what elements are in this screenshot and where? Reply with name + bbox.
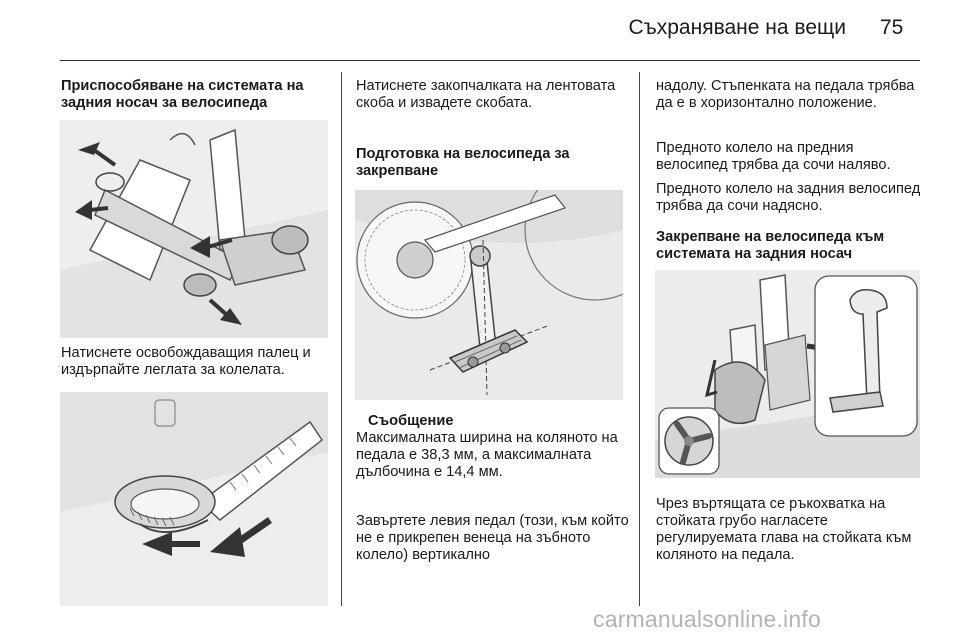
section-heading-attach-bicycle: Закрепване на велосипеда към системата на задния носач bbox=[656, 229, 885, 262]
instruction-rotate-pedal: Завъртете левия педал (този, към който не е прикрепен венеца на зъбното колело) вертикално bbox=[356, 513, 629, 563]
instruction-release-tab: Натиснете освобождаващия палец и издърпайте леглата за колелата. bbox=[61, 345, 311, 378]
instruction-rear-bicycle: Предното колело на задния велосипед трябва да сочи надясно. bbox=[656, 181, 921, 214]
note-box bbox=[356, 412, 626, 481]
illustration-mount-handle bbox=[655, 270, 920, 478]
page-number: 75 bbox=[880, 16, 904, 39]
note-title: Съобщение bbox=[368, 413, 454, 429]
header-divider bbox=[60, 60, 920, 61]
column-divider-right bbox=[639, 72, 640, 606]
watermark: carmanualsonline.info bbox=[593, 606, 821, 632]
column-divider-left bbox=[341, 72, 342, 606]
section-heading-prepare-bicycle: Подготовка на велосипеда за закрепване bbox=[356, 146, 570, 179]
instruction-adjust-head: Чрез въртящата се ръкохватка на стойката грубо нагласете регулируемата глава на стойката към коляното на педала. bbox=[656, 496, 912, 563]
instruction-front-bicycle: Предното колело на предния велосипед трябва да сочи наляво. bbox=[656, 140, 891, 173]
instruction-pedal-horizontal: надолу. Стъпенката на педала трябва да е в хоризонтално положение. bbox=[656, 78, 915, 111]
page-header-title: Съхраняване на вещи bbox=[628, 16, 846, 39]
illustration-strap-clasp bbox=[60, 392, 328, 606]
section-heading-adjust-carrier: Приспособяване на системата на задния носач за велосипеда bbox=[61, 78, 304, 111]
note-body: Максималната ширина на коляното на педала е 38,3 мм, а максималната дълбочина е 14,4 мм. bbox=[356, 430, 618, 480]
instruction-strap-clasp: Натиснете закопчалката на лентовата скоба и извадете скобата. bbox=[356, 78, 616, 111]
illustration-carrier-release bbox=[60, 120, 328, 338]
illustration-pedal-position bbox=[355, 190, 623, 400]
